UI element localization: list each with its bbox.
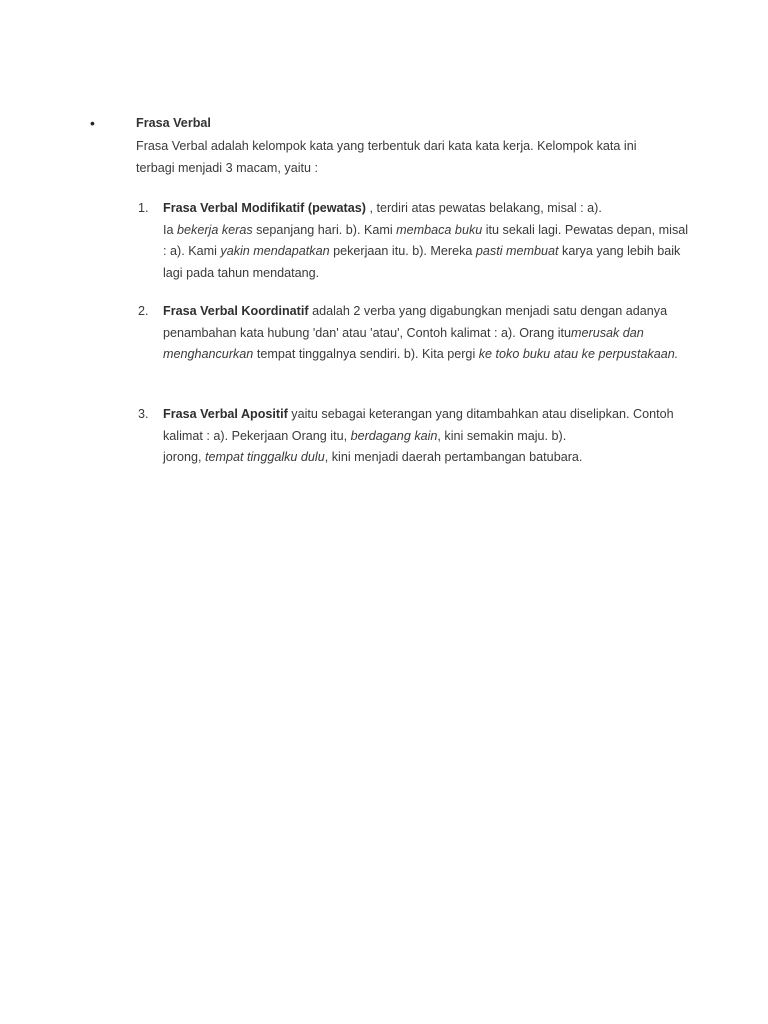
list-item-number: 3. xyxy=(138,407,149,421)
text-run: jorong, xyxy=(163,450,206,464)
list-item-text xyxy=(163,301,693,366)
example-phrase: pasti membuat xyxy=(475,244,559,258)
text-run: adalah 2 verba yang digabungkan menjadi satu dengan adanya penambahan kata hubung 'dan' atau 'atau', Contoh kalimat : a). Orang itu xyxy=(163,304,668,340)
example-phrase: berdagang kain xyxy=(350,428,438,443)
text-run: yaitu sebagai keterangan yang ditambahkan atau diselipkan. Contoh kalimat : a). Pekerjaan Orang itu, xyxy=(163,407,674,443)
term-label: Frasa Verbal Modifikatif (pewatas) xyxy=(163,201,366,215)
text-run: Ia xyxy=(163,222,178,237)
example-phrase: yakin mendapatkan xyxy=(220,244,330,258)
term-label: Frasa Verbal Apositif xyxy=(163,407,288,421)
text-run: karya yang lebih baik lagi pada tahun mendatang. xyxy=(163,244,681,280)
intro-paragraph: Frasa Verbal adalah kelompok kata yang terbentuk dari kata kata kerja. Kelompok kata ini terbagi menjadi 3 macam, yaitu : xyxy=(136,139,637,175)
example-phrase: merusak dan menghancurkan xyxy=(163,325,644,361)
text-run: , kini semakin maju. b). xyxy=(437,428,567,443)
list-item-text xyxy=(163,198,693,284)
example-phrase: bekerja keras xyxy=(177,222,253,237)
list-item-number: 1. xyxy=(138,201,149,215)
term-label: Frasa Verbal Koordinatif xyxy=(163,304,309,318)
text-run: itu sekali lagi. Pewatas depan, misal : a). Kami xyxy=(163,222,689,258)
text-run: , terdiri atas pewatas belakang, misal : a). xyxy=(365,201,602,215)
text-run: sepanjang hari. b). Kami xyxy=(252,222,397,237)
list-item-text xyxy=(163,404,693,469)
bullet-marker: • xyxy=(90,115,95,131)
example-phrase: ke toko buku atau ke perpustakaan. xyxy=(478,347,679,361)
section-heading: Frasa Verbal xyxy=(136,116,211,130)
example-phrase: tempat tinggalku dulu xyxy=(205,450,325,464)
list-item-number: 2. xyxy=(138,304,149,318)
example-phrase: membaca buku xyxy=(396,222,483,237)
text-run: tempat tinggalnya sendiri. b). Kita pergi xyxy=(253,347,479,361)
text-run: pekerjaan itu. b). Mereka xyxy=(329,244,476,258)
text-run: , kini menjadi daerah pertambangan batubara. xyxy=(324,450,583,464)
